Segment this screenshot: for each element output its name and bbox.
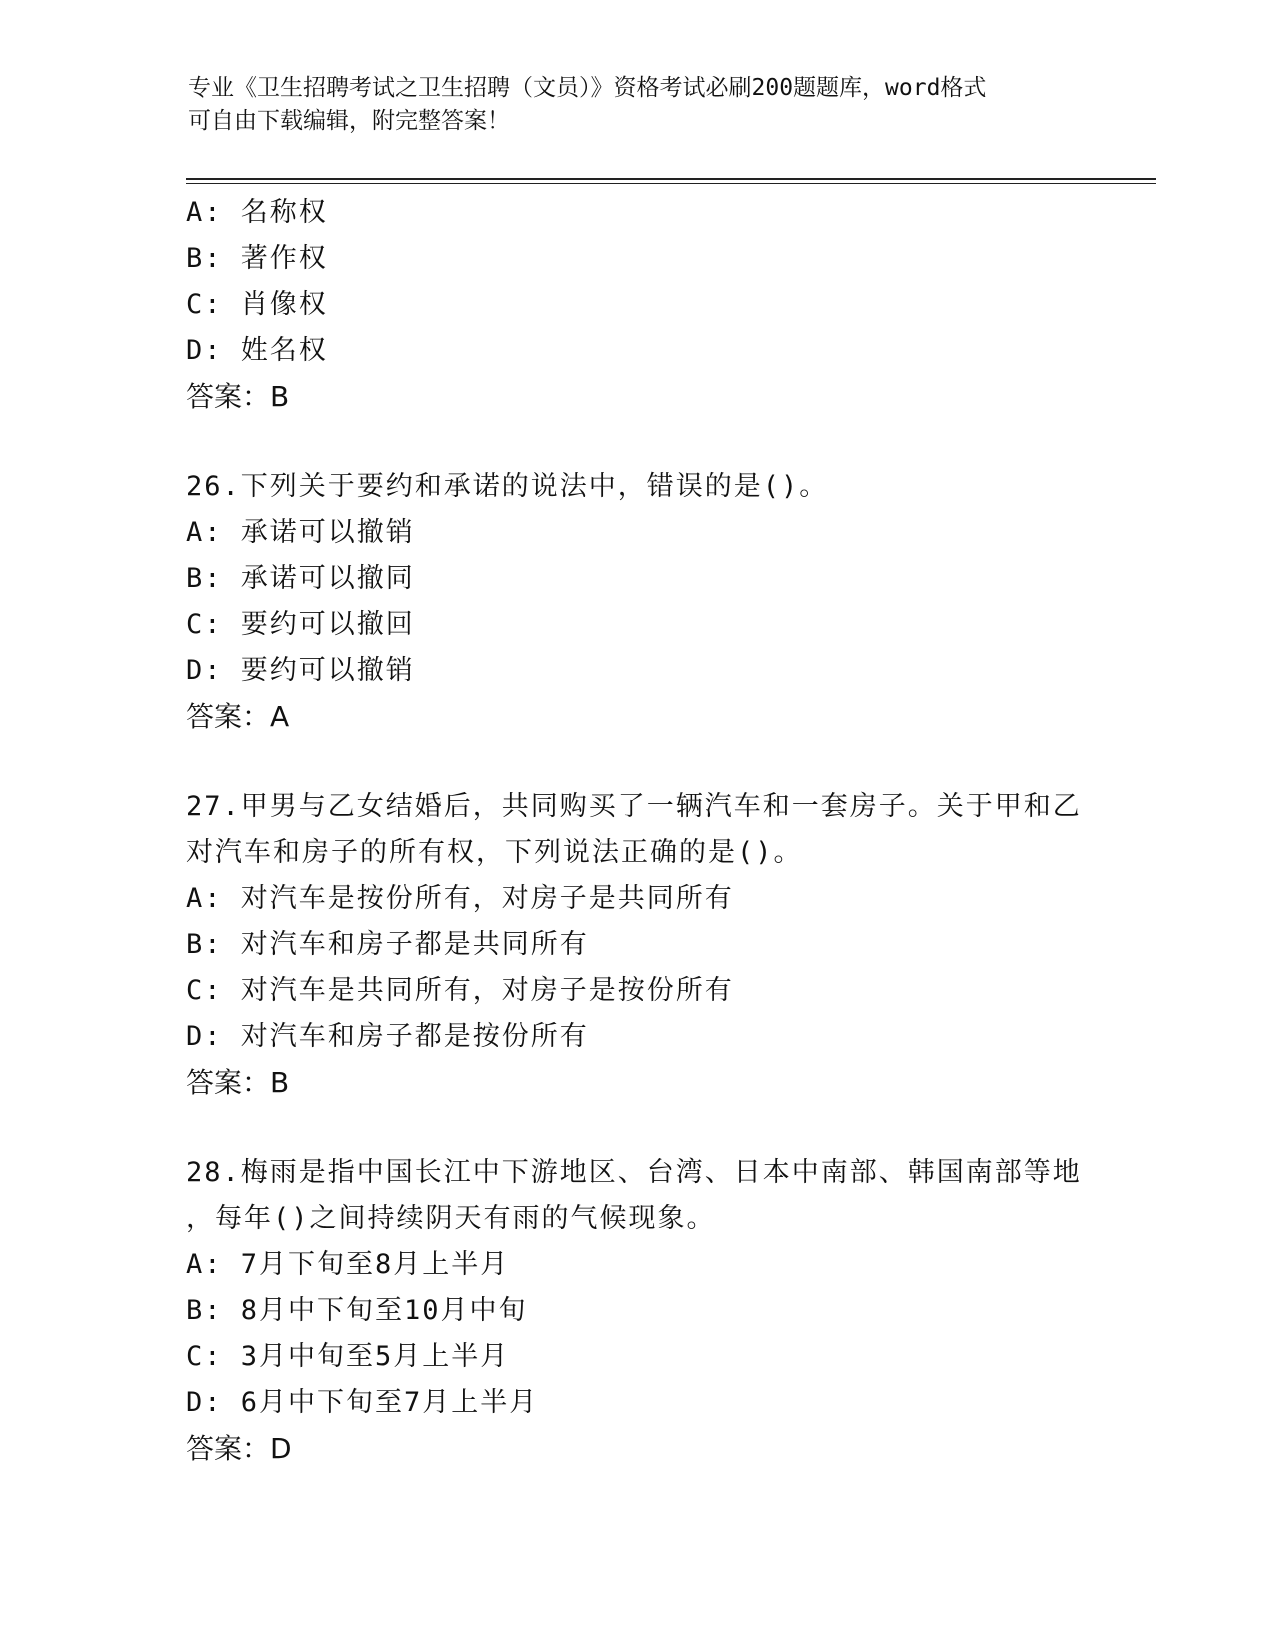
option-b: B: 对汽车和房子都是共同所有 [186,929,589,960]
question-text: 26.下列关于要约和承诺的说法中，错误的是()。 [186,471,829,502]
answer-line: 答案：B [186,1066,290,1099]
option-d: D: 对汽车和房子都是按份所有 [186,1021,589,1052]
option-a: A: 对汽车是按份所有，对房子是共同所有 [186,883,734,914]
option-d: D: 要约可以撤销 [186,655,415,686]
header-divider [186,178,1156,180]
option-c: C: 对汽车是共同所有，对房子是按份所有 [186,975,734,1006]
question-text-line-1: 27.甲男与乙女结婚后，共同购买了一辆汽车和一套房子。关于甲和乙 [186,791,1082,822]
header-line-1: 专业《卫生招聘考试之卫生招聘（文员）》资格考试必刷200题题库，word格式 [188,75,987,101]
option-a: A: 7月下旬至8月上半月 [186,1249,510,1280]
question-block [186,1150,1146,1472]
question-block [186,784,1146,1106]
question-list [186,190,1146,1472]
question-text-line-1: 28.梅雨是指中国长江中下游地区、台湾、日本中南部、韩国南部等地 [186,1157,1082,1188]
answer-line: 答案：B [186,380,290,413]
option-d: D: 6月中下旬至7月上半月 [186,1387,539,1418]
option-d: D: 姓名权 [186,335,328,366]
question-text-line-2: 对汽车和房子的所有权，下列说法正确的是()。 [186,837,803,868]
option-c: C: 要约可以撤回 [186,609,415,640]
option-c: C: 3月中旬至5月上半月 [186,1341,510,1372]
option-c: C: 肖像权 [186,289,328,320]
question-text-line-2: ，每年()之间持续阴天有雨的气候现象。 [186,1203,716,1234]
header-divider-thin [186,183,1156,184]
option-a: A: 承诺可以撤销 [186,517,415,548]
header-line-2: 可自由下载编辑，附完整答案！ [188,108,510,134]
option-b: B: 8月中下旬至10月中旬 [186,1295,528,1326]
question-block [186,190,1146,420]
answer-line: 答案：A [186,700,290,733]
document-header [188,72,1068,138]
question-block [186,464,1146,740]
option-a: A: 名称权 [186,197,328,228]
option-b: B: 著作权 [186,243,328,274]
answer-line: 答案：D [186,1432,292,1465]
option-b: B: 承诺可以撤同 [186,563,415,594]
